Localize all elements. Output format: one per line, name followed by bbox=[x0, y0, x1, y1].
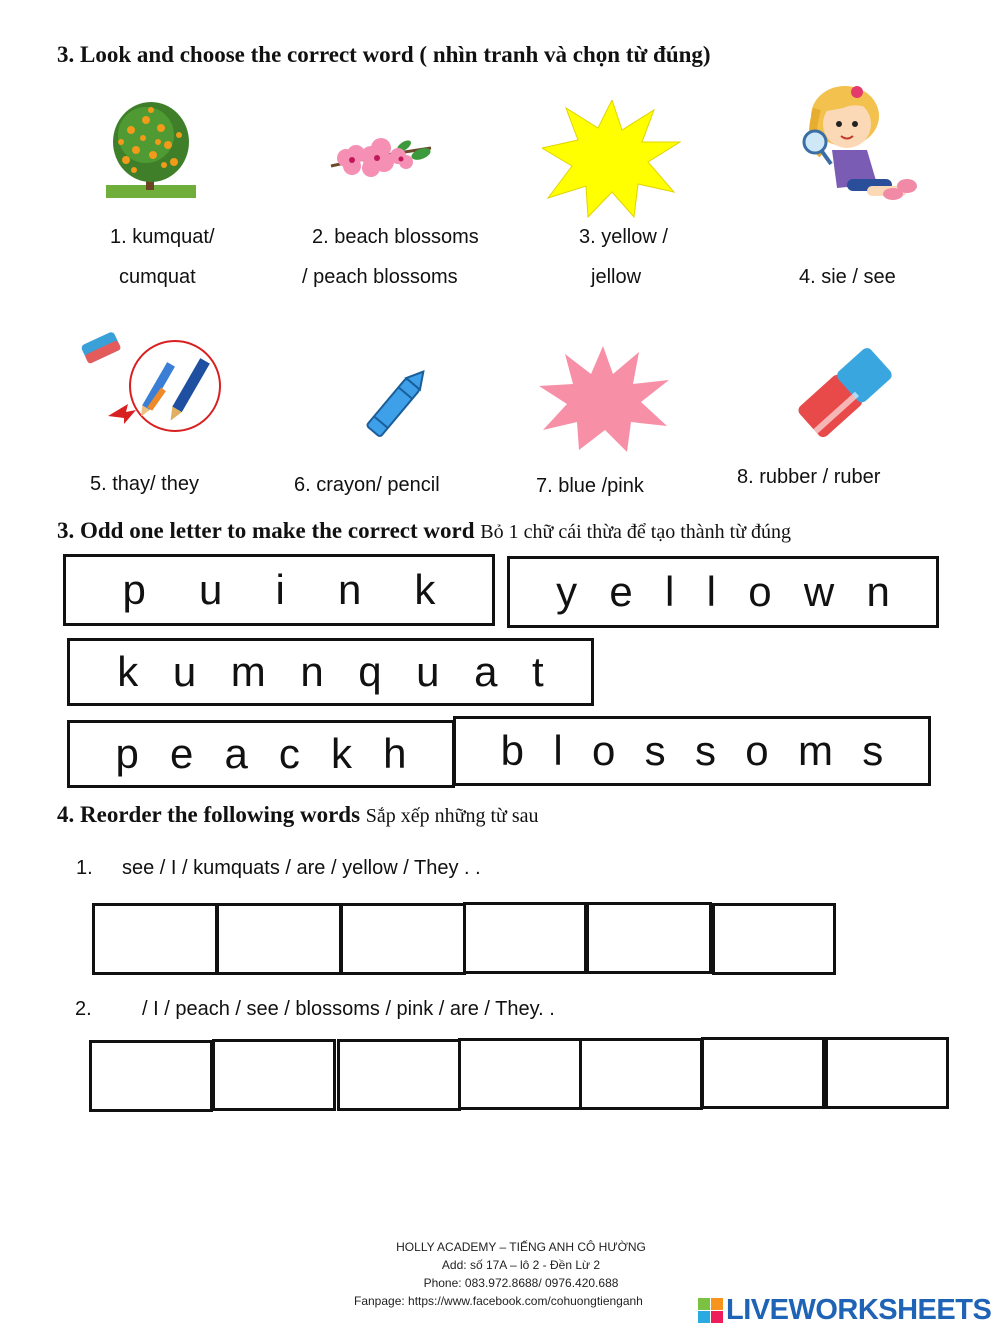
letter[interactable]: h bbox=[383, 730, 407, 777]
section1-heading: 3. Look and choose the correct word ( nhìn tranh và chọn từ đúng) bbox=[57, 42, 711, 67]
letter[interactable]: o bbox=[748, 568, 772, 615]
letter[interactable]: u bbox=[416, 648, 440, 695]
section2-heading: 3. Odd one letter to make the correct word Bỏ 1 chữ cái thừa để tạo thành từ đúng bbox=[57, 518, 792, 543]
letter[interactable]: t bbox=[532, 648, 544, 695]
answer-box-q2-1[interactable] bbox=[89, 1040, 213, 1112]
pink-star-icon bbox=[539, 346, 671, 454]
question-2-number: 2. bbox=[75, 998, 92, 1020]
letter[interactable]: k bbox=[331, 730, 352, 777]
letter[interactable]: u bbox=[199, 566, 223, 613]
letter[interactable]: a bbox=[224, 730, 248, 777]
letter[interactable]: n bbox=[866, 568, 890, 615]
letter[interactable]: u bbox=[172, 648, 197, 695]
question-1-words: see / I / kumquats / are / yellow / They . . bbox=[122, 857, 481, 879]
letter[interactable]: c bbox=[278, 730, 300, 777]
letter[interactable]: e bbox=[170, 730, 194, 777]
letter[interactable]: l bbox=[706, 568, 716, 615]
answer-box-q1-4[interactable] bbox=[463, 902, 587, 974]
question-1-number: 1. bbox=[76, 857, 93, 879]
letter[interactable]: m bbox=[230, 648, 266, 695]
eraser-icon bbox=[792, 343, 898, 445]
letter[interactable]: a bbox=[474, 648, 498, 695]
letter[interactable]: q bbox=[358, 648, 382, 695]
letter[interactable]: m bbox=[797, 727, 833, 774]
word-puzzle-blossoms[interactable] bbox=[453, 716, 931, 786]
word-puzzle-kumquat[interactable] bbox=[67, 638, 594, 706]
letter[interactable]: k bbox=[414, 566, 436, 613]
answer-box-q1-1[interactable] bbox=[92, 903, 218, 975]
letter[interactable]: s bbox=[862, 727, 884, 774]
footer-fanpage: Fanpage: https://www.facebook.com/cohuongtienganh bbox=[354, 1294, 643, 1308]
letter[interactable]: y bbox=[556, 568, 578, 615]
answer-box-q2-5[interactable] bbox=[579, 1038, 703, 1110]
footer-phone: Phone: 083.972.8688/ 0976.420.688 bbox=[423, 1276, 619, 1290]
item-5-choices: 5. thay/ they bbox=[90, 473, 199, 495]
letter[interactable]: p bbox=[115, 730, 139, 777]
item-3-choice-a: 3. yellow / bbox=[579, 226, 668, 248]
crayon-icon bbox=[354, 360, 440, 446]
letter[interactable]: s bbox=[644, 727, 666, 774]
question-2-words: / I / peach / see / blossoms / pink / are / They. . bbox=[142, 998, 555, 1020]
letter[interactable]: b bbox=[500, 727, 525, 774]
footer-academy: HOLLY ACADEMY – TIẾNG ANH CÔ HƯỜNG bbox=[396, 1240, 646, 1254]
liveworksheets-brand[interactable]: LIVEWORKSHEETS bbox=[726, 1294, 992, 1326]
yellow-star-icon bbox=[542, 100, 682, 218]
pencils-circle-icon bbox=[80, 328, 225, 432]
item-1-choice-a: 1. kumquat/ bbox=[110, 226, 215, 248]
letter[interactable]: w bbox=[803, 568, 835, 615]
item-1-choice-b: cumquat bbox=[119, 266, 196, 288]
liveworksheets-logo-icon bbox=[698, 1298, 724, 1324]
section3-heading: 4. Reorder the following words Sắp xếp những từ sau bbox=[57, 802, 539, 827]
letter[interactable]: l bbox=[665, 568, 675, 615]
footer-address: Add: số 17A – lô 2 - Đền Lừ 2 bbox=[441, 1258, 601, 1272]
letter[interactable]: s bbox=[694, 727, 716, 774]
item-2-choice-b: / peach blossoms bbox=[302, 266, 458, 288]
letter[interactable]: p bbox=[122, 566, 146, 613]
answer-box-q2-2[interactable] bbox=[212, 1039, 336, 1111]
letter[interactable]: n bbox=[300, 648, 324, 695]
item-8-choices: 8. rubber / ruber bbox=[737, 466, 881, 488]
item-3-choice-b: jellow bbox=[591, 266, 642, 288]
letter[interactable]: o bbox=[745, 727, 769, 774]
word-puzzle-yellow[interactable] bbox=[507, 556, 939, 628]
answer-box-q1-5[interactable] bbox=[586, 902, 712, 974]
item-2-choice-a: 2. beach blossoms bbox=[312, 226, 479, 248]
item-4-choices: 4. sie / see bbox=[799, 266, 896, 288]
answer-box-q2-7[interactable] bbox=[825, 1037, 949, 1109]
item-7-choices: 7. blue /pink bbox=[536, 475, 644, 497]
letter[interactable]: n bbox=[337, 566, 362, 613]
letter[interactable]: e bbox=[609, 568, 633, 615]
item-6-choices: 6. crayon/ pencil bbox=[294, 474, 440, 496]
letter[interactable]: l bbox=[553, 727, 563, 774]
word-puzzle-peach[interactable] bbox=[67, 720, 455, 788]
answer-box-q2-3[interactable] bbox=[337, 1039, 461, 1111]
answer-box-q1-2[interactable] bbox=[216, 903, 342, 975]
letter[interactable]: k bbox=[117, 648, 139, 695]
answer-box-q2-6[interactable] bbox=[701, 1037, 825, 1109]
answer-box-q1-6[interactable] bbox=[712, 903, 836, 975]
letter[interactable]: i bbox=[275, 566, 285, 613]
word-puzzle-pink[interactable] bbox=[63, 554, 495, 626]
answer-box-q2-4[interactable] bbox=[458, 1038, 582, 1110]
girl-magnifier-icon bbox=[797, 84, 921, 212]
peach-blossom-icon bbox=[326, 126, 434, 186]
answer-box-q1-3[interactable] bbox=[340, 903, 466, 975]
kumquat-tree-icon bbox=[106, 100, 196, 198]
letter[interactable]: o bbox=[591, 727, 616, 774]
